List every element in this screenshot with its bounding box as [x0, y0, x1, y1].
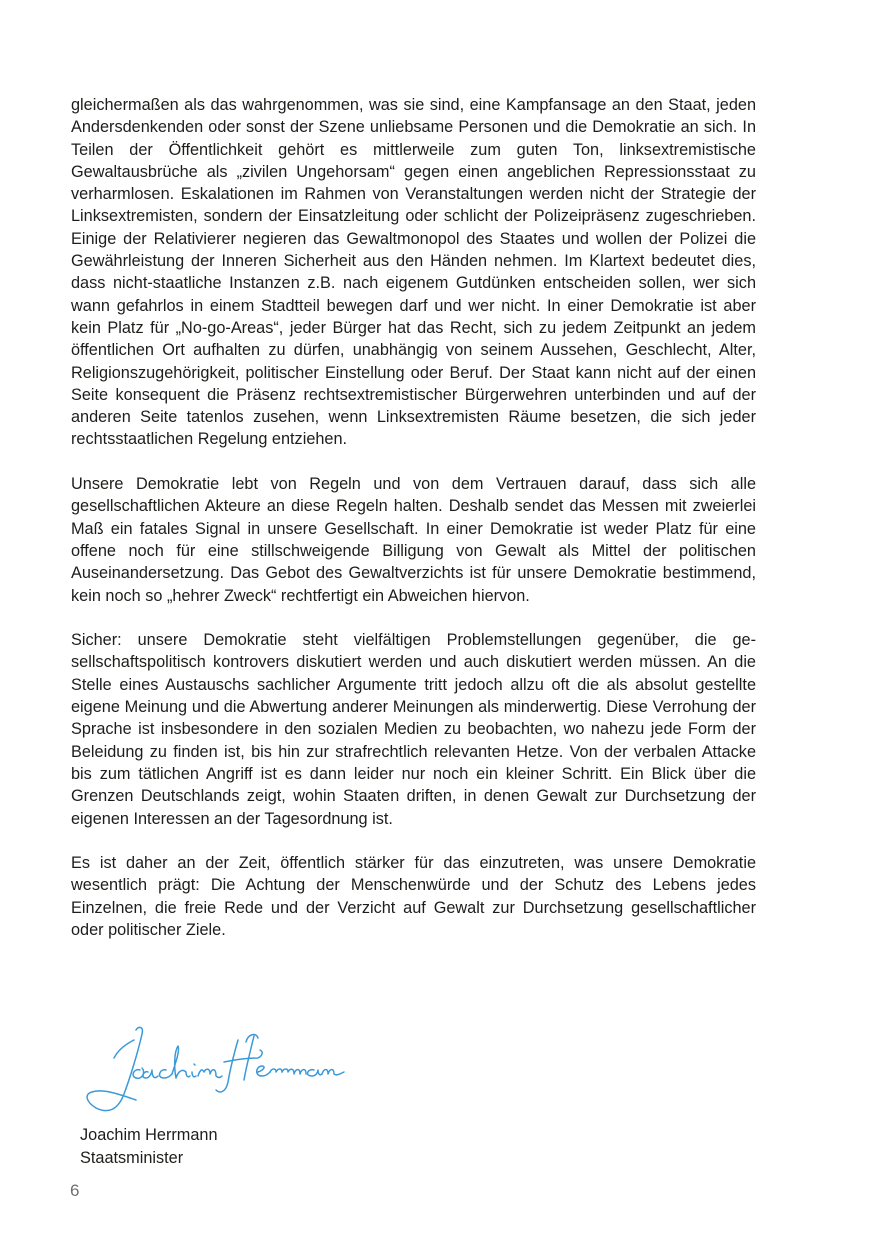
signer-block	[80, 1124, 218, 1169]
paragraph-4: Es ist daher an der Zeit, öffentlich stärker für das einzutreten, was unsere Demokratie wesentlich prägt: Die Achtung der Menschenwürde und der Schutz des Lebens jedes Einzelnen, die freie Rede und der Verzicht auf Gewalt zur Durchsetzung gesellschaftlicher oder politischer Ziele.	[71, 854, 756, 939]
paragraph-2: Unsere Demokratie lebt von Regeln und von dem Vertrauen darauf, dass sich alle gesellschaftlichen Akteure an diese Regeln halten. Deshalb sendet das Messen mit zweierlei Maß ein fatales Signal in unsere Gesellschaft. In einer Demokratie ist weder Platz für eine offene noch für eine stillschweigende Billigung von Gewalt als Mittel der politischen Auseinandersetzung. Das Gebot des Gewaltverzichts ist für unsere Demokratie bestimmend, kein noch so „hehrer Zweck“ rechtfertigt ein Abweichen hiervon.	[71, 475, 756, 605]
paragraph-3: Sicher: unsere Demokratie steht vielfältigen Problemstellungen gegenüber, die gesellschaftspolitisch kontrovers diskutiert werden und auch diskutiert werden müssen. An die Stelle eines Austauschs sachlicher Argumente tritt jedoch allzu oft die als absolut gestellte eigene Meinung und die Abwertung anderer Meinungen als minderwertig. Diese Verrohung der Sprache ist insbesondere in den sozialen Medien zu beobachten, wo nahezu jede Form der Beleidung zu finden ist, bis hin zur strafrechtlich relevanten Hetze. Von der verbalen Attacke bis zum tätlichen Angriff ist es dann leider nur noch ein kleiner Schritt. Ein Blick über die Grenzen Deutschlands zeigt, wohin Staaten driften, in denen Gewalt zur Durchsetzung der eigenen Interessen an der Tagesordnung ist.	[71, 631, 756, 828]
page-number: 6	[70, 1181, 80, 1200]
handwritten-signature	[78, 1022, 358, 1117]
signer-name: Joachim Herrmann	[80, 1126, 218, 1144]
signer-title: Staatsminister	[80, 1148, 184, 1167]
letter-body	[71, 94, 756, 964]
paragraph-1: gleichermaßen als das wahrgenommen, was sie sind, eine Kampfansage an den Staat, jeden Andersdenkenden oder sonst der Szene unliebsame Personen und die Demokratie an sich. In Teilen der Öffentlichkeit gehört es mittlerweile zum guten Ton, linksextremistische Gewaltausbrüche als „zivilen Ungehorsam“ gegen einen angeblichen Repressionsstaat zu verharmlosen. Eskalationen im Rahmen von Veranstaltungen werden nicht der Strategie der Linksextremisten, sondern der Einsatzleitung oder schlicht der Polizeipräsenz zugeschrieben. Einige der Relativierer negieren das Gewaltmonopol des Staates und wollen der Polizei die Gewährleistung der Inneren Sicherheit aus den Händen nehmen. Im Klartext bedeutet dies, dass nicht-staatliche Instanzen z.B. nach eigenem Gutdünken entscheiden sollen, wer sich wann gefahrlos in einem Stadtteil bewegen darf und wer nicht. In einer Demokratie ist aber kein Platz für „No-go-Areas“, jeder Bürger hat das Recht, sich zu jedem Zeitpunkt an jedem öffentlichen Ort aufhalten zu dürfen, unabhängig von seinem Aussehen, Geschlecht, Alter, Religionszugehörigkeit, politischer Einstellung oder Beruf. Der Staat kann nicht auf der einen Seite konsequent die Präsenz rechtsextremistischer Bürgerwehren unterbinden und auf der anderen Seite tatenlos zusehen, wenn Linksextremisten Räume besetzen, die sich jeder rechtsstaatlichen Regelung entziehen.	[71, 96, 756, 449]
